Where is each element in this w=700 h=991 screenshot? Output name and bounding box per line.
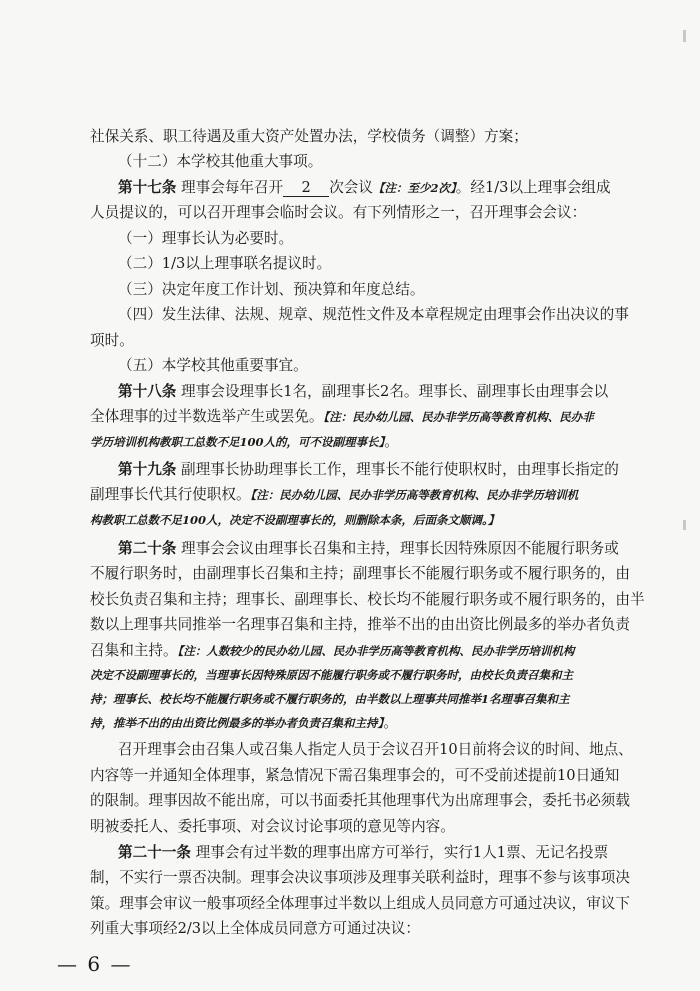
text-line <box>90 407 594 427</box>
text-line: 策。理事会审议一般事项经全体理事过半数以上组成人员同意方可通过决议，审议下 <box>90 895 630 912</box>
article-label: 第十九条 <box>118 461 177 478</box>
text: 理事会每年召开 <box>181 179 284 196</box>
text-line: （四）发生法律、法规、规章、规范性文件及本章程规定由理事会作出决议的事 <box>118 306 629 323</box>
text: 次会议 <box>329 179 373 196</box>
text: 。 <box>383 714 398 731</box>
fill-blank: 2 <box>283 180 329 197</box>
text: 。经1/3以上理事会组成 <box>455 179 611 196</box>
text-line <box>90 713 398 733</box>
scan-mark <box>683 30 686 42</box>
text: 全体理事的过半数选举产生或罢免。 <box>90 408 324 425</box>
text: 理事会设理事长1名，副理事长2名。理事长、副理事长由理事会以 <box>181 383 609 400</box>
note: 【注：至少2次】 <box>373 181 456 195</box>
text: 理事会有过半数的理事出席方可举行，实行1人1票、无记名投票 <box>195 844 609 861</box>
article-label: 第二十条 <box>118 540 177 557</box>
text-line <box>90 485 578 505</box>
text: 理事会会议由理事长召集和主持，理事长因特殊原因不能履行职务或 <box>181 540 619 557</box>
text-line: （十二）本学校其他重大事项。 <box>118 153 323 170</box>
text-line: 列重大事项经2/3以上全体成员同意方可通过决议： <box>90 920 420 937</box>
note: 决定不设副理事长的，当理事长因特殊原因不能履行职务或不履行职务时，由校长负责召集和主 <box>90 668 573 682</box>
text-line: 人员提议的，可以召开理事会临时会议。有下列情形之一，召开理事会会议： <box>90 204 587 221</box>
text-line: （一）理事长认为必要时。 <box>118 230 294 247</box>
text: 。 <box>384 433 399 450</box>
note: 【注：民办幼儿园、民办非学历高等教育机构、民办非学历培训机 <box>250 488 579 502</box>
note: 持，推举不出的由出资比例最多的举办者负责召集和主持】 <box>90 716 384 730</box>
text-line <box>90 665 573 685</box>
article-label: 第十八条 <box>118 383 177 400</box>
text-line: 不履行职务时，由副理事长召集和主持；副理事长不能履行职务或不履行职务的，由 <box>90 565 630 582</box>
text: 召集和主持。 <box>90 642 178 659</box>
text-line <box>90 689 570 709</box>
article-18-line <box>118 382 608 402</box>
text-line: （五）本学校其他重要事宜。 <box>118 357 308 374</box>
article-label: 第十七条 <box>118 179 177 196</box>
article-20-line <box>118 539 619 559</box>
article-label: 第二十一条 <box>118 844 191 861</box>
text-line: 的限制。理事因故不能出席，可以书面委托其他理事代为出席理事会，委托书必须载 <box>90 792 630 809</box>
text-line: 明被委托人、委托事项、对会议讨论事项的意见等内容。 <box>90 818 455 835</box>
text-line: 校长负责召集和主持；理事长、副理事长、校长均不能履行职务或不履行职务的，由半 <box>90 591 645 608</box>
text-line: 内容等一并通知全体理事，紧急情况下需召集理事会的，可不受前述提前10日通知 <box>90 767 620 784</box>
text-line <box>90 641 574 661</box>
text-line: 召开理事会由召集人或召集人指定人员于会议召开10日前将会议的时间、地点、 <box>118 741 633 758</box>
text: 副理事长协助理事长工作，理事长不能行使职权时，由理事长指定的 <box>181 461 619 478</box>
text-line <box>90 510 499 530</box>
article-17-line <box>118 178 611 198</box>
article-21-line <box>118 843 608 863</box>
note: 构教职工总数不足100人，决定不设副理事长的，则删除本条，后面条文顺调。】 <box>90 513 500 527</box>
note: 学历培训机构教职工总数不足100人的，可不设副理事长】 <box>90 435 385 449</box>
note: 持；理事长、校长均不能履行职务或不履行职务的，由半数以上理事共同推举1名理事召集和主 <box>90 692 570 706</box>
scan-mark <box>683 520 686 530</box>
text-line: 项时。 <box>90 332 134 349</box>
text-line <box>90 432 399 452</box>
note: 【注：人数较少的民办幼儿园、民办非学历高等教育机构、民办非学历培训机构 <box>177 644 575 658</box>
text: 副理事长代其行使职权。 <box>90 486 251 503</box>
text-line: （二）1/3以上理事联名提议时。 <box>118 255 332 272</box>
text-line: 数以上理事共同推举一名理事召集和主持，推举不出的由出资比例最多的举办者负责 <box>90 616 630 633</box>
article-19-line <box>118 460 619 480</box>
text-line: 制，不实行一票否决制。理事会决议事项涉及理事关联利益时，理事不参与该事项决 <box>90 869 630 886</box>
text-line: 社保关系、职工待遇及重大资产处置办法，学校债务（调整）方案； <box>90 128 528 145</box>
note: 【注：民办幼儿园、民办非学历高等教育机构、民办非 <box>323 410 594 424</box>
page-number: — 6 — <box>57 952 133 976</box>
text-line: （三）决定年度工作计划、预决算和年度总结。 <box>118 281 425 298</box>
